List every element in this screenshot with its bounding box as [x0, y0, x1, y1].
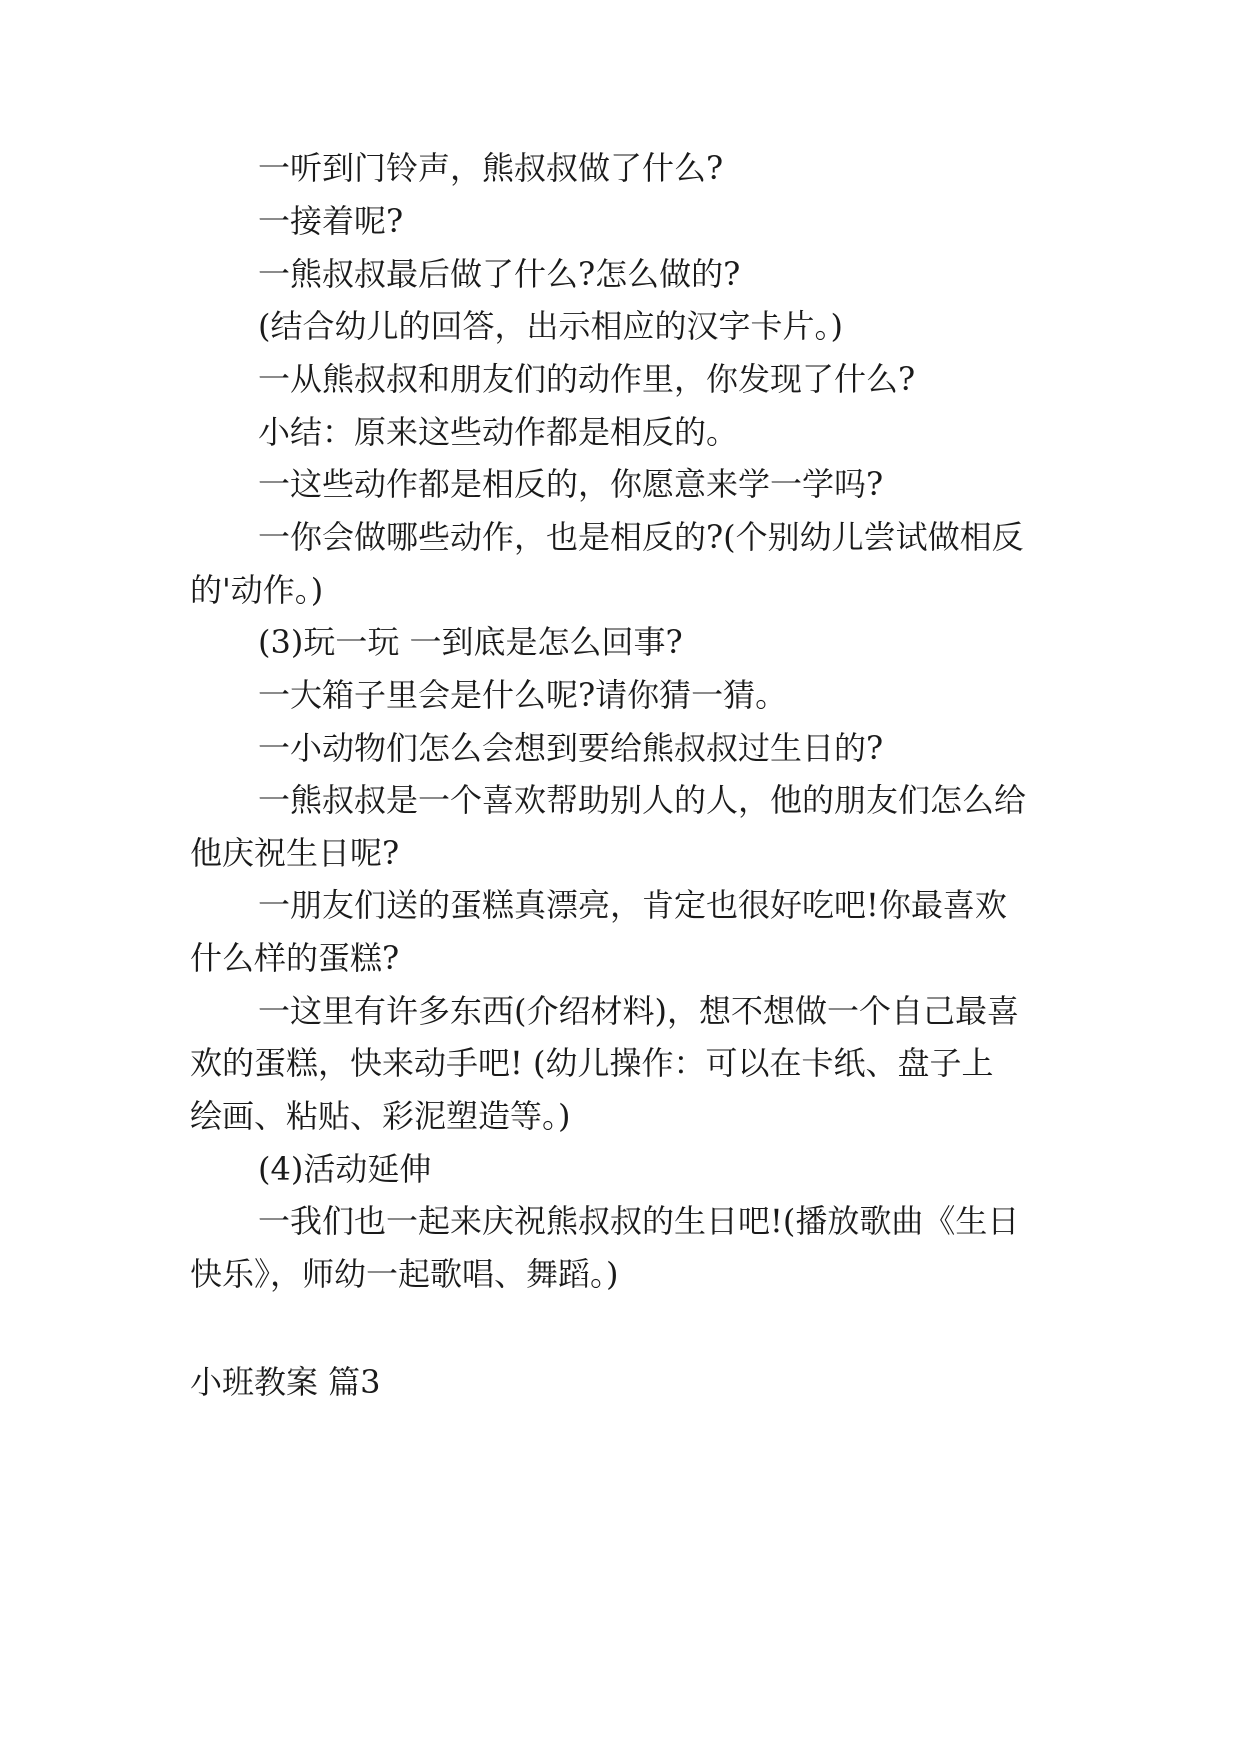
paragraph-line: 一从熊叔叔和朋友们的动作里，你发现了什么? — [258, 360, 916, 398]
paragraph-line: 小结：原来这些动作都是相反的。 — [258, 413, 739, 451]
paragraph-line: 一你会做哪些动作，也是相反的?(个别幼儿尝试做相反 — [258, 518, 1024, 556]
paragraph-line: 一熊叔叔是一个喜欢帮助别人的人，他的朋友们怎么给 — [258, 781, 1027, 819]
paragraph-line: (3)玩一玩 一到底是怎么回事? — [258, 623, 683, 661]
paragraph-line: 一大箱子里会是什么呢?请你猜一猜。 — [258, 676, 788, 714]
paragraph-line: 绘画、粘贴、彩泥塑造等。) — [190, 1097, 571, 1135]
paragraph-line: 一听到门铃声，熊叔叔做了什么? — [258, 149, 724, 187]
paragraph-line: 一朋友们送的蛋糕真漂亮，肯定也很好吃吧!你最喜欢 — [258, 886, 1007, 924]
paragraph-line: 他庆祝生日呢? — [190, 834, 400, 872]
paragraph-line: 什么样的蛋糕? — [190, 939, 400, 977]
section-heading: 小班教案 篇3 — [190, 1363, 381, 1401]
paragraph-line: 一这些动作都是相反的，你愿意来学一学吗? — [258, 465, 884, 503]
paragraph-line: 的'动作。) — [190, 571, 324, 609]
paragraph-line: 一小动物们怎么会想到要给熊叔叔过生日的? — [258, 729, 884, 767]
paragraph-line: 欢的蛋糕，快来动手吧! (幼儿操作：可以在卡纸、盘子上 — [190, 1044, 994, 1082]
paragraph-line: 一我们也一起来庆祝熊叔叔的生日吧!(播放歌曲《生日 — [258, 1202, 1020, 1240]
paragraph-line: 一熊叔叔最后做了什么?怎么做的? — [258, 255, 741, 293]
paragraph-line: (结合幼儿的回答，出示相应的汉字卡片。) — [258, 307, 843, 345]
paragraph-line: 一这里有许多东西(介绍材料)，想不想做一个自己最喜 — [258, 992, 1019, 1030]
paragraph-line: 快乐》，师幼一起歌唱、舞蹈。) — [190, 1255, 619, 1293]
paragraph-line: (4)活动延伸 — [258, 1150, 432, 1188]
paragraph-line: 一接着呢? — [258, 202, 404, 240]
